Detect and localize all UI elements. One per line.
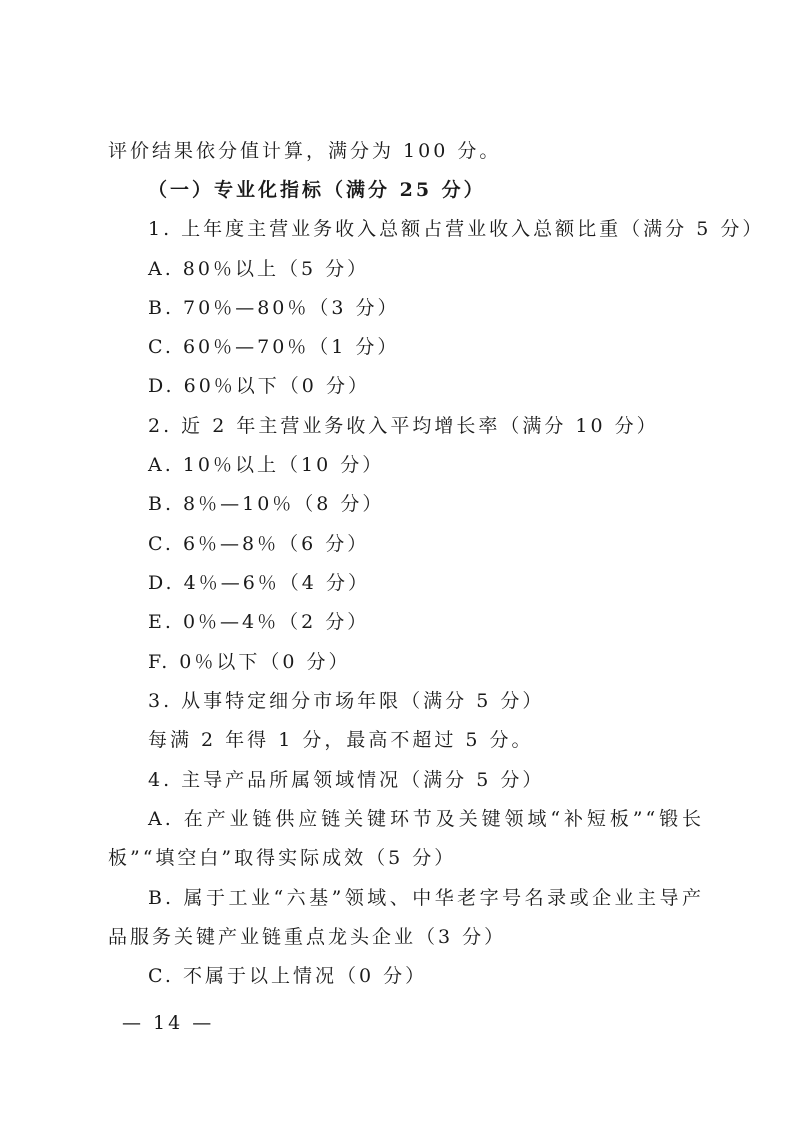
criterion-2-option-c: C. 6％—8％（6 分） (148, 533, 370, 555)
page-number: — 14 — (122, 1012, 215, 1034)
criterion-1-option-d: D. 60％以下（0 分） (148, 375, 370, 397)
criterion-2-option-a: A. 10％以上（10 分） (148, 454, 385, 476)
criterion-heading-3: 3. 从事特定细分市场年限（满分 5 分） (148, 690, 545, 712)
criterion-2-option-e: E. 0％—4％（2 分） (148, 611, 370, 633)
criterion-4-option-a-line-2: 板”“填空白”取得实际成效（5 分） (108, 847, 457, 869)
criterion-1-option-a: A. 80％以上（5 分） (148, 258, 370, 280)
criterion-heading-4: 4. 主导产品所属领域情况（满分 5 分） (148, 769, 545, 791)
criterion-3-rule: 每满 2 年得 1 分，最高不超过 5 分。 (148, 729, 534, 751)
criterion-2-option-f: F. 0％以下（0 分） (148, 651, 351, 673)
section-heading-specialization: （一）专业化指标（满分 25 分） (148, 179, 486, 201)
criterion-4-option-a-line-1: A. 在产业链供应链关键环节及关键领域“补短板”“锻长 (148, 808, 704, 830)
criterion-2-option-b: B. 8％—10％（8 分） (148, 493, 385, 515)
criterion-4-option-c: C. 不属于以上情况（0 分） (148, 965, 428, 987)
criterion-1-option-c: C. 60％—70％（1 分） (148, 336, 400, 358)
criterion-heading-2: 2. 近 2 年主营业务收入平均增长率（满分 10 分） (148, 415, 659, 437)
criterion-heading-1: 1. 上年度主营业务收入总额占营业收入总额比重（满分 5 分） (148, 218, 765, 240)
criterion-4-option-b-line-2: 品服务关键产业链重点龙头企业（3 分） (108, 926, 507, 948)
paragraph-scoring-rule: 评价结果依分值计算，满分为 100 分。 (108, 140, 502, 162)
criterion-4-option-b-line-1: B. 属于工业“六基”领域、中华老字号名录或企业主导产 (148, 887, 704, 909)
criterion-1-option-b: B. 70％—80％（3 分） (148, 297, 400, 319)
criterion-2-option-d: D. 4％—6％（4 分） (148, 572, 370, 594)
